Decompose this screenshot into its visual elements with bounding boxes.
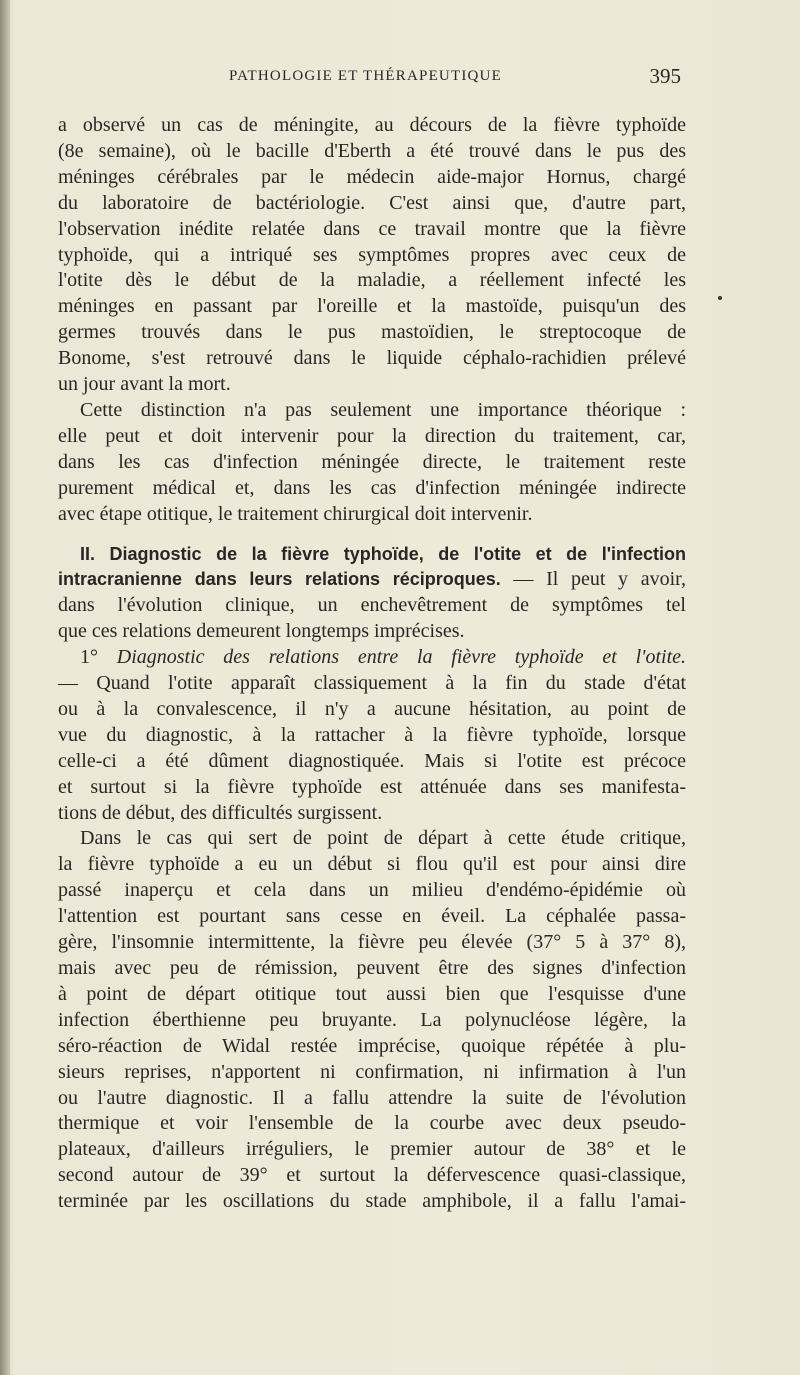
text-line: tions de début, des difficultés surgissent.	[58, 801, 383, 824]
text-line: l'otite dès le début de la maladie, a réellement infecté les	[58, 269, 686, 292]
text-line: infection éberthienne peu bruyante. La polynucléose légère, la	[58, 1008, 686, 1031]
text-line: Dans le cas qui sert de point de départ à cette étude critique,	[80, 827, 686, 850]
text-line: plateaux, d'ailleurs irréguliers, le premier autour de 38° et le	[58, 1138, 686, 1161]
subsection-heading	[58, 645, 686, 671]
text-line: terminée par les oscillations du stade amphibole, il a fallu l'amai-	[58, 1190, 686, 1213]
text-line: la fièvre typhoïde a eu un début si flou qu'il est pour ainsi dire	[58, 853, 686, 876]
page-spine-shadow	[0, 0, 10, 1375]
text-line: dans l'évolution clinique, un enchevêtrement de symptômes tel	[58, 594, 686, 617]
section-heading: II. Diagnostic de la fièvre typhoïde, de l'otite et de l'infection	[80, 543, 686, 564]
text-line: gère, l'insomnie intermittente, la fièvre peu élevée (37° 5 à 37° 8),	[58, 931, 686, 954]
text-line: celle-ci a été dûment diagnostiquée. Mais si l'otite est précoce	[58, 749, 686, 772]
section-heading-cont: intracranienne dans leurs relations réciproques.	[58, 569, 501, 590]
text-line: et surtout si la fièvre typhoïde est atténuée dans ses manifesta-	[58, 775, 686, 798]
text-fragment: — Il peut y avoir,	[513, 568, 686, 591]
text-line: du laboratoire de bactériologie. C'est ainsi que, d'autre part,	[58, 191, 686, 214]
text-line: avec étape otitique, le traitement chirurgical doit intervenir.	[58, 502, 533, 525]
text-line: que ces relations demeurent longtemps imprécises.	[58, 620, 465, 643]
text-line: l'observation inédite relatée dans ce travail montre que la fièvre	[58, 217, 686, 240]
text-line: (8e semaine), où le bacille d'Eberth a été trouvé dans le pus des	[58, 139, 686, 162]
text-line: ou à la convalescence, il n'y a aucune hésitation, au point de	[58, 697, 686, 720]
text-line: — Quand l'otite apparaît classiquement à la fin du stade d'état	[58, 672, 686, 695]
text-line: typhoïde, qui a intriqué ses symptômes propres avec ceux de	[58, 243, 686, 266]
subsection-number: 1°	[80, 646, 117, 669]
text-line: à point de départ otitique tout aussi bien que l'esquisse d'une	[58, 982, 686, 1005]
running-title: PATHOLOGIE ET THÉRAPEUTIQUE	[229, 68, 502, 84]
subsection-title: Diagnostic des relations entre la fièvre typhoïde et l'otite.	[116, 646, 687, 669]
text-line: séro-réaction de Widal restée imprécise, quoique répétée à plu-	[58, 1034, 686, 1057]
text-line: second autour de 39° et surtout la défervescence quasi-classique,	[58, 1164, 686, 1187]
text-line: méninges en passant par l'oreille et la mastoïde, puisqu'un des	[58, 295, 686, 318]
text-line: l'attention est pourtant sans cesse en éveil. La céphalée passa-	[58, 905, 686, 928]
text-line: vue du diagnostic, à la rattacher à la fièvre typhoïde, lorsque	[58, 723, 686, 746]
text-line: passé inaperçu et cela dans un milieu d'endémo-épidémie où	[58, 879, 686, 902]
text-line: ou l'autre diagnostic. Il a fallu attendre la suite de l'évolution	[58, 1086, 686, 1109]
page-header	[229, 66, 681, 90]
text-line: purement médical et, dans les cas d'infection méningée indirecte	[58, 476, 686, 499]
text-line: un jour avant la mort.	[58, 373, 231, 396]
section-heading-line	[58, 567, 686, 593]
text-line: dans les cas d'infection méningée directe, le traitement reste	[58, 450, 686, 473]
page-number: 395	[649, 64, 681, 88]
text-line: a observé un cas de méningite, au décours de la fièvre typhoïde	[58, 114, 686, 136]
text-line: sieurs reprises, n'apportent ni confirmation, ni infirmation à l'un	[58, 1060, 686, 1083]
margin-dot	[718, 296, 722, 300]
text-line: mais avec peu de rémission, peuvent être des signes d'infection	[58, 957, 686, 979]
text-line: thermique et voir l'ensemble de la courbe avec deux pseudo-	[58, 1112, 686, 1135]
text-line: elle peut et doit intervenir pour la direction du traitement, car,	[58, 424, 686, 447]
text-line: méninges cérébrales par le médecin aide-major Hornus, chargé	[58, 165, 686, 188]
text-line: Bonome, s'est retrouvé dans le liquide céphalo-rachidien prélevé	[58, 347, 686, 370]
text-line: Cette distinction n'a pas seulement une importance théorique :	[80, 398, 686, 421]
text-line: germes trouvés dans le pus mastoïdien, le streptocoque de	[58, 321, 686, 344]
body-text	[58, 113, 686, 1215]
